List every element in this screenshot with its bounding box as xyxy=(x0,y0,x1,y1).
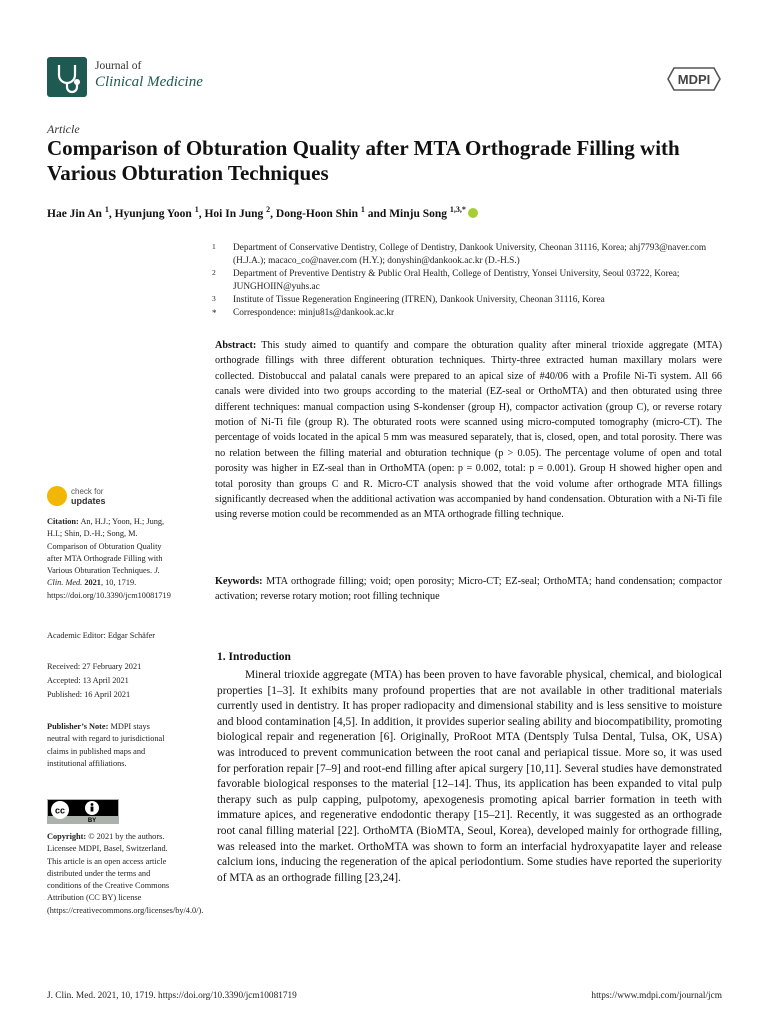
svg-text:cc: cc xyxy=(54,805,66,816)
keywords-text: MTA orthograde filling; void; open porosity; Micro-CT; EZ-seal; OrthoMTA; hand condensation; compactor activation; reverse rotary motion; root filling technique xyxy=(215,576,723,603)
check-updates-icon xyxy=(47,486,67,506)
cc-by-license-icon[interactable] xyxy=(47,799,119,824)
published-date: Published: 16 April 2021 xyxy=(47,690,131,699)
article-type: Article xyxy=(47,122,80,136)
keywords xyxy=(215,574,722,605)
author: Dong-Hoon Shin $^1$ and xyxy=(275,205,390,220)
mdpi-logo-icon xyxy=(666,64,722,94)
section-heading: 1. Introduction xyxy=(217,651,291,663)
citation-block: Citation: An, H.J.; Yoon, H.; Jung, H.I.; Shin, D.-H.; Song, M. Comparison of Obturation Quality after MTA Orthograde Filling with Various Obturation Techniques. J. Clin. Med. 2021, 10, 1719. https://doi.org/10.3390/jcm10081719 xyxy=(47,517,171,600)
affiliations xyxy=(212,242,727,320)
author: Hoi In Jung $^2$, xyxy=(204,205,276,220)
journal-logo-icon xyxy=(47,57,87,97)
mdpi-logo-text: MDPI xyxy=(677,72,711,87)
author: Hyunjung Yoon $^1$, xyxy=(114,205,205,220)
keywords-label: Keywords: xyxy=(215,576,263,587)
accepted-date: Accepted: 13 April 2021 xyxy=(47,676,129,685)
footer-citation: J. Clin. Med. 2021, 10, 1719. https://doi.org/10.3390/jcm10081719 xyxy=(47,991,297,1001)
author-list xyxy=(47,205,727,220)
received-date: Received: 27 February 2021 xyxy=(47,662,142,671)
paper-title: Comparison of Obturation Quality after MTA Orthograde Filling with Various Obturation Techniques xyxy=(47,136,680,185)
check-for-updates-button[interactable]: check for updates xyxy=(47,486,137,510)
author: Hae Jin An $^1$, xyxy=(47,205,115,220)
journal-name-line1: Journal of xyxy=(95,60,142,72)
publishers-note: Publisher’s Note: MDPI stays neutral with regard to jurisdictional claims in published maps and institutional affiliations. xyxy=(47,722,165,768)
affiliation: 1 Department of Conservative Dentistry, College of Dentistry, Dankook University, Cheonan 31116, Korea; ahj7793@naver.com (H.J.A.); macaco_co@naver.com (H.Y.); donyshin@dankook.ac.kr (D.-H.S.) xyxy=(212,242,707,266)
svg-text:BY: BY xyxy=(87,818,97,824)
affiliation: 3 Institute of Tissue Regeneration Engineering (ITREN), Dankook University, Cheonan 31116, Korea xyxy=(212,294,605,305)
affiliation: 2 Department of Preventive Dentistry & Public Oral Health, College of Dentistry, Yonsei University, Seoul 03722, Korea; JUNGHOIIN@yuhs.ac xyxy=(212,268,680,292)
orcid-icon[interactable] xyxy=(468,208,478,218)
author: Minju Song $^{1,3,*}$ xyxy=(389,205,466,220)
footer-journal-link[interactable]: https://www.mdpi.com/journal/jcm xyxy=(591,991,722,1001)
abstract xyxy=(215,338,722,523)
abstract-label: Abstract: xyxy=(215,340,257,351)
introduction-text: Mineral trioxide aggregate (MTA) has been proven to have favorable physical, chemical, and biological properties [1–3]. It exhibits many profound properties that are not available in other traditional materials currently used in dentistry. It has proper radiopacity and dimensional stability and is less sensitive to moisture and blood contamination [4,5]. In addition, it provides superior sealing ability and biocompatibility, promoting biological repair and regeneration [6]. Originally, ProRoot MTA (Dentsply Tulsa Dental, Tulsa, OK, USA) was introduced to prevent communication between the root canal and periapical tissue. More so, it was used for perforation repair [7–9] and root-end filling after apical surgery [10,11]. Several studies have demonstrated favorable biological responses to the material [12–14]. Thus, its application has been expanded to vital pulp therapy such as pulp capping, pulpotomy, apexogenesis promoting apical barrier formation in teeth with immature apices, and regenerative endodontic therapy [15–21]. Recently, it was suggested as an orthograde root canal filling material [22]. OrthoMTA (BioMTA, Seoul, Korea), developed mainly for orthograde filling, was released into the market. OrthoMTA was shown to form an interfacial hydroxyapatite layer and release calcium ions, inducing the regeneration of the apical periodontium. Some studies have reported the superiority of MTA as an orthograde filling [23,24]. xyxy=(217,669,722,884)
academic-editor: Academic Editor: Edgar Schäfer xyxy=(47,631,156,640)
journal-name-line2: Clinical Medicine xyxy=(95,74,203,90)
correspondence: * Correspondence: minju81s@dankook.ac.kr xyxy=(212,308,395,318)
copyright: Copyright: © 2021 by the authors. Licensee MDPI, Basel, Switzerland. This article is an open access article distributed under the terms and conditions of the Creative Commons Attribution (CC BY) license (https://creativecommons.org/licenses/by/4.0/). xyxy=(47,832,204,915)
abstract-text: This study aimed to quantify and compare the obturation quality after mineral trioxide aggregate (MTA) orthograde fillings with three different obturation techniques. Thirty-three extracted human maxillary molars were collected. Distobuccal and palatal canals were prepared to an apical size of #40/06 with a Profile Ni-Ti system. All 66 canals were divided into two groups according to the material (EZ-seal or OrthoMTA) and then obturated using three different techniques: manual compaction using S-kondenser (group H), compactor activation (group C), or reverse rotary motion of Ni-Ti file (group R). The obturated roots were scanned using micro-computed tomography (micro-CT). The percentage of voids located in the apical 5 mm was measured separately, that is, closed, open, and total porosity. There was no relation between the filling material and obturation technique (p > 0.05). The percentage volume of open and total porosity was higher in EZ-seal than in OrthoMTA (open: p = 0.002, total: p = 0.001). Group H showed higher open and total porosity than groups C and R. Micro-CT analysis showed that the void volume after orthograde MTA fillings significantly decreased when the additional activation was accompanied by hand condensation. Obturation with a Ni-Ti file using reverse motion could be recommended as an MTA orthograde filling technique. xyxy=(215,340,722,521)
